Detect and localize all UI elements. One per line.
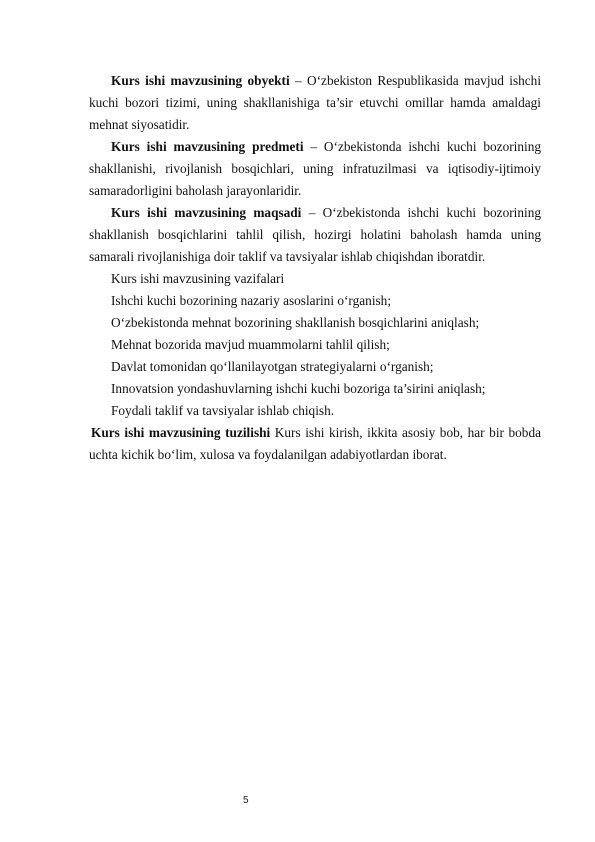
tasks-heading: Kurs ishi mavzusining vazifalari [111,271,285,286]
paragraph-structure [89,422,541,466]
paragraph-subject-lead: Kurs ishi mavzusining predmeti [111,139,304,154]
task-item: O‘zbekistonda mehnat bozorining shakllanish bosqichlarini aniqlash; [111,315,480,330]
paragraph-structure-text: Kurs ishi kirish, ikkita asosiy bob, har bir bobda uchta kichik bo‘lim, xulosa va foydalanilgan adabiyotlardan iborat. [89,425,541,462]
task-item: Davlat tomonidan qo‘llanilayotgan strategiyalarni o‘rganish; [111,359,434,374]
paragraph-structure-lead: Kurs ishi mavzusining tuzilishi [91,425,271,440]
paragraph-object-text: – O‘zbekiston Respublikasida mavjud ishchi kuchi bozori tizimi, uning shakllanishiga ta’sir etuvchi omillar hamda amaldagi mehnat siyosatidir. [89,73,542,132]
paragraph-goal [89,202,541,268]
paragraph-goal-lead: Kurs ishi mavzusining maqsadi [111,205,302,220]
paragraph-goal-text: – O‘zbekistonda ishchi kuchi bozorining shakllanish bosqichlarini tahlil qilish, hozirgi holatini baholash hamda uning samarali rivojlanishiga doir taklif va tavsiyalar ishlab chiqishdan iboratdir. [89,205,541,264]
task-item: Innovatsion yondashuvlarning ishchi kuchi bozoriga ta’sirini aniqlash; [111,381,486,396]
page-number: 5 [243,795,249,806]
task-item: Foydali taklif va tavsiyalar ishlab chiqish. [111,403,335,418]
task-item: Mehnat bozorida mavjud muammolarni tahlil qilish; [111,337,390,352]
paragraph-subject [89,136,541,202]
paragraph-object-lead: Kurs ishi mavzusining obyekti [111,73,290,88]
document-body [89,70,541,466]
paragraph-object [89,70,541,136]
paragraph-subject-text: – O‘zbekistonda ishchi kuchi bozorining shakllanishi, rivojlanish bosqichlari, uning infratuzilmasi va iqtisodiy-ijtimoiy samaradorligini baholash jarayonlaridir. [89,139,541,198]
task-item: Ishchi kuchi bozorining nazariy asoslarini o‘rganish; [111,293,392,308]
